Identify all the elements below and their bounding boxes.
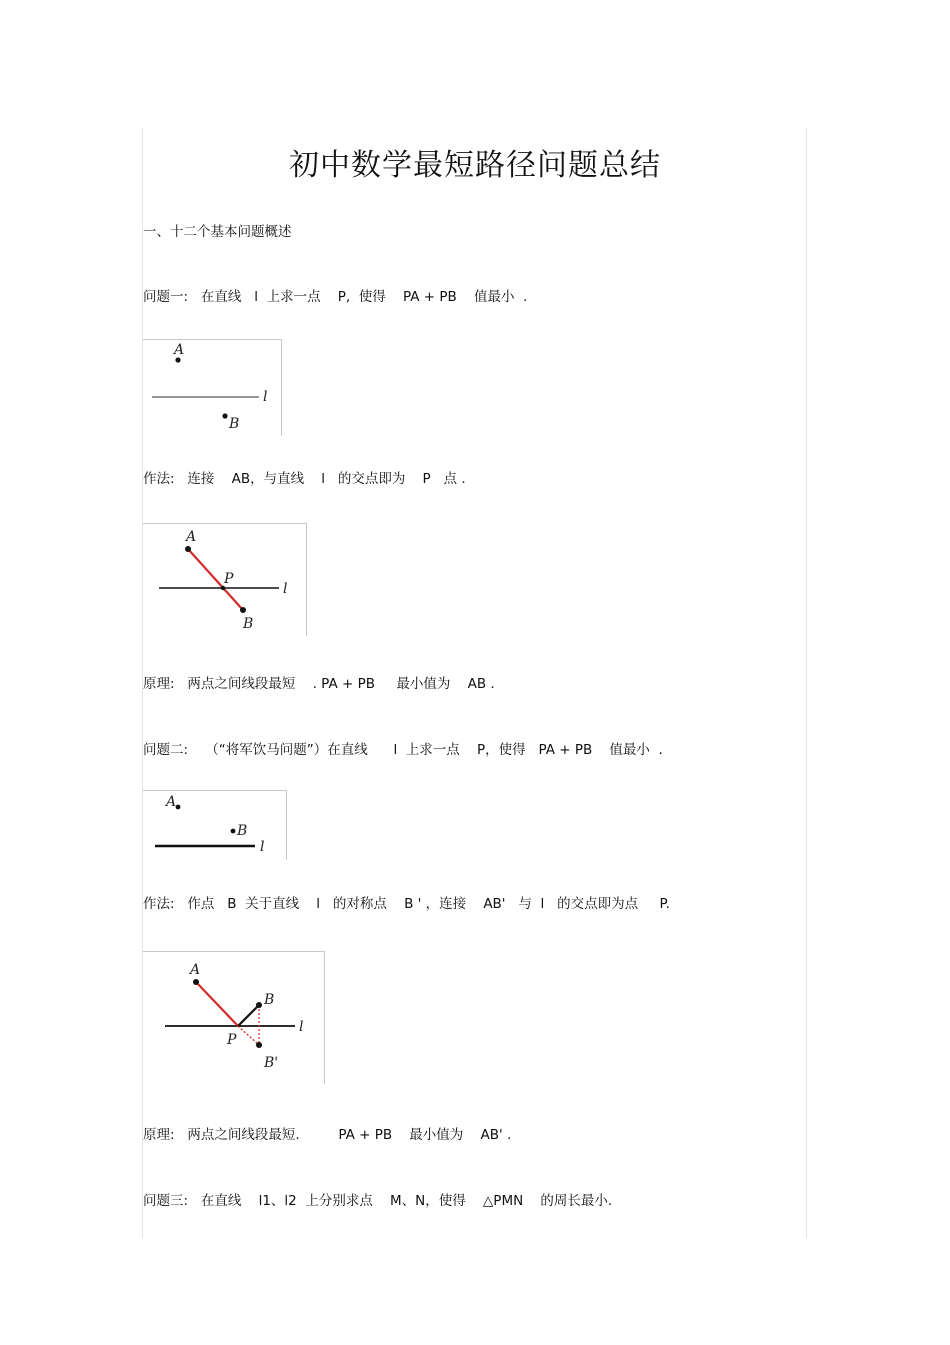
problem3-statement: 问题三: 在直线 l1、l2 上分别求点 M、N，使得 △PMN 的周长最小. [143, 1193, 613, 1209]
segment-pb [238, 1005, 259, 1026]
point-b [240, 607, 246, 613]
label-b: B [229, 416, 240, 432]
label-a: A [190, 962, 201, 978]
point-b [231, 829, 236, 834]
problem2-method: 作法: 作点 B 关于直线 l 的对称点 B ' ，连接 AB' 与 l 的交点即为点 P. [143, 896, 670, 912]
point-b [256, 1002, 262, 1008]
figure-problem1-solution [143, 523, 307, 636]
segment-ap [196, 982, 238, 1026]
point-a [185, 546, 191, 552]
label-b-prime: B' [264, 1055, 279, 1071]
point-b-prime [256, 1042, 262, 1048]
problem2-principle: 原理: 两点之间线段最短. PA + PB 最小值为 AB' . [143, 1127, 512, 1143]
document-title: 初中数学最短路径问题总结 [289, 148, 661, 183]
label-b: B [243, 616, 254, 632]
problem1-principle: 原理: 两点之间线段最短 . PA + PB 最小值为 AB . [143, 676, 495, 692]
section-heading: 一、十二个基本问题概述 [143, 224, 292, 240]
label-l: l [299, 1019, 304, 1035]
segment-ab [188, 549, 243, 610]
label-l: l [260, 839, 265, 855]
page-right-rule [806, 128, 807, 1238]
problem1-statement: 问题一: 在直线 l 上求一点 P, 使得 PA + PB 值最小 . [143, 289, 528, 305]
label-a: A [174, 342, 185, 358]
segment-pb-prime [238, 1026, 259, 1045]
point-b [222, 413, 227, 418]
problem2-statement: 问题二: （“将军饮马问题”）在直线 l 上求一点 P，使得 PA + PB 值最小 . [143, 742, 663, 758]
point-a [193, 979, 199, 985]
figure-problem2-setup [143, 790, 287, 860]
point-a [176, 805, 181, 810]
label-a: A [166, 794, 177, 810]
label-l: l [283, 581, 288, 597]
problem1-method: 作法: 连接 AB，与直线 l 的交点即为 P 点 . [143, 471, 466, 487]
figure-problem1-setup [143, 339, 282, 436]
label-b: B [264, 992, 275, 1008]
figure-problem2-solution [143, 951, 325, 1084]
label-l: l [263, 389, 268, 405]
label-p: P [224, 571, 234, 587]
label-a: A [186, 529, 197, 545]
label-p: P [227, 1032, 237, 1048]
label-b: B [237, 823, 248, 839]
point-a [175, 357, 180, 362]
